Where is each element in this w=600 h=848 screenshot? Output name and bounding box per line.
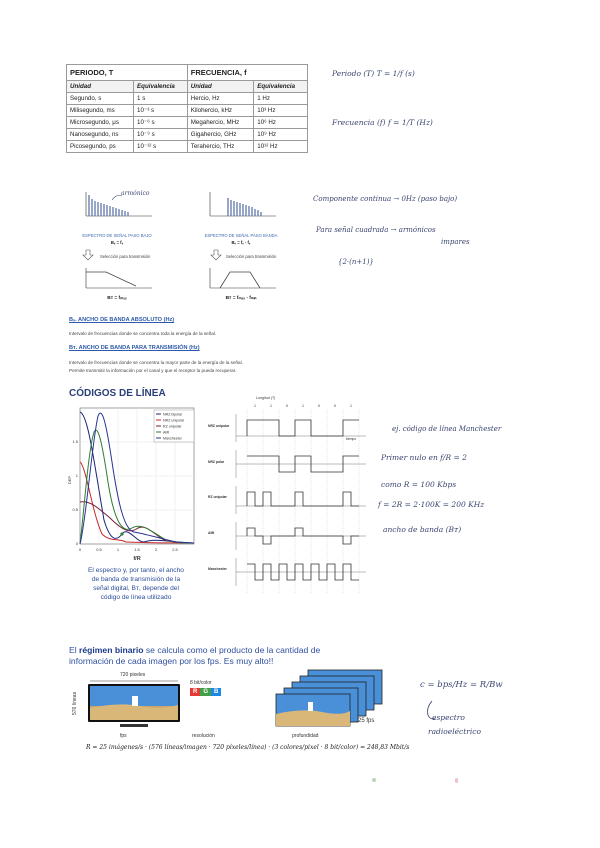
cell: 10⁹ Hz	[254, 129, 308, 141]
x-tick: 1	[116, 547, 120, 552]
wave-rz-unipolar	[247, 492, 359, 506]
wave-label: NRZ polar	[208, 460, 225, 464]
table-row	[67, 93, 308, 105]
eq-lowpass: Bₛ = fₛ	[110, 240, 124, 245]
y-tick: 0.5	[72, 507, 78, 512]
cell: Microsegundo, μs	[67, 117, 134, 129]
pix-width-label: 720 pixeles	[120, 672, 146, 678]
desc-line: código de línea utilizado	[100, 594, 172, 601]
bit: 0	[334, 404, 336, 408]
wave-label: AMI	[208, 531, 215, 535]
sub-header: Equivalencia	[254, 81, 308, 93]
wave-label: Manchester	[208, 567, 227, 571]
spectrum-diagram	[72, 190, 312, 305]
cell: Terahercio, THz	[187, 141, 253, 153]
x-tick: 0	[78, 547, 82, 552]
desc-line: El espectro y, por tanto, el ancho	[88, 567, 184, 574]
note-armonico: armónico	[121, 190, 150, 197]
fps-label: 25 fps	[358, 718, 375, 724]
legend-item: NRZ unipolar	[163, 418, 185, 423]
x-tick: 2.5	[172, 547, 178, 552]
caption-bandpass: ESPECTRO DE SEÑAL PASO BANDA	[204, 233, 278, 238]
bit: 1	[254, 404, 256, 408]
codigos-desc	[66, 566, 206, 602]
sub-header: Unidad	[67, 81, 134, 93]
regimen-text	[69, 645, 320, 667]
note-ecuacion: c = bps/Hz = R/Bw	[420, 680, 503, 690]
note-ancho: ancho de banda (Bᴛ)	[383, 525, 462, 534]
regimen-pre: El	[69, 645, 80, 655]
note-primer-nulo: Primer nulo en f/R = 2	[381, 453, 467, 462]
codigos-title: CÓDIGOS DE LÍNEA	[69, 388, 166, 399]
table-row	[67, 117, 308, 129]
cell: 1 Hz	[254, 93, 308, 105]
regimen-line2: información de cada imagen por los fps. Es muy alto!!	[69, 656, 274, 666]
note-formula-f: {2·(n+1)}	[338, 258, 374, 266]
sub-header: Unidad	[187, 81, 253, 93]
eq-bt2: Bᴛ = fₘₐₓ - fₘᵢₙ	[225, 296, 257, 301]
seleccion-1: Selección para transmisión	[100, 254, 151, 259]
x-tick: 1.5	[134, 547, 140, 552]
regimen-formula: R = 25 imágenes/s · (576 líneas/imagen · 720 píxeles/línea) · (3 colores/pixel · 8 bit/color) = 248,83 Mbit/s	[86, 744, 410, 751]
note-manchester: ej. código de línea Manchester	[392, 425, 502, 433]
bitcolor-label: 8 bit/color	[190, 680, 212, 686]
cell: Milisegundo, ms	[67, 105, 134, 117]
legend-item: NRZ bipolar	[163, 412, 183, 417]
bit: 0	[318, 404, 320, 408]
l-fps: fps	[120, 733, 127, 739]
tiempo-label: tiempo	[346, 437, 357, 441]
x-label: f/R	[133, 556, 141, 562]
wave-nrz-unipolar	[247, 420, 359, 436]
y-tick: 1	[75, 473, 78, 478]
table-row	[67, 141, 308, 153]
legend-item: AMI	[163, 430, 170, 435]
cell: Megahercio, MHz	[187, 117, 253, 129]
legend-item: RZ unipolar	[163, 424, 182, 429]
lowpass-filter	[86, 268, 152, 288]
eq-bt1: Bᴛ = fₘₐₓ	[107, 296, 127, 301]
bandpass-filter	[210, 268, 276, 288]
wave-label: NRZ unipolar	[208, 424, 230, 428]
l-prof: profundidad	[292, 733, 319, 739]
cell: Kilohercio, kHz	[187, 105, 253, 117]
cell: 10⁶ Hz	[254, 117, 308, 129]
bt-title: Bᴛ. ANCHO DE BANDA PARA TRANSMISIÓN (Hz)	[69, 345, 200, 351]
bit: 1	[302, 404, 304, 408]
cell: Gigahercio, GHz	[187, 129, 253, 141]
desc-line: de banda de transmisión de la	[91, 576, 181, 583]
bandpass-spectrum	[210, 192, 276, 216]
tv-image	[80, 678, 190, 728]
note-radio: radioeléctrico	[428, 727, 481, 736]
cell: 10¹² Hz	[254, 141, 308, 153]
note-calc: f = 2R = 2·100K = 200 KHz	[378, 500, 485, 509]
rgb-boxes	[190, 688, 221, 696]
regimen-bold: régimen binario	[79, 645, 144, 655]
bs-title: Bₛ. ANCHO DE BANDA ABSOLUTO (Hz)	[69, 317, 175, 323]
y-label: DEP	[67, 475, 72, 485]
table-row	[67, 129, 308, 141]
stray-mark	[372, 778, 376, 782]
regimen-line1	[69, 645, 320, 656]
bit: 0	[286, 404, 288, 408]
cell: 10⁻³ s	[134, 105, 188, 117]
table-row	[67, 105, 308, 117]
null-marker	[120, 532, 123, 535]
bit: 1	[350, 404, 352, 408]
psd-chart	[66, 402, 201, 562]
cell: Picosegundo, ps	[67, 141, 134, 153]
units-table	[66, 64, 308, 153]
y-tick: 0	[75, 541, 78, 546]
desc-line: señal digital, Bᴛ, depende del	[93, 585, 179, 592]
wave-label: RZ unipolar	[208, 495, 227, 499]
x-tick: 2	[154, 547, 158, 552]
bt-text2: Permite transmitir la información por el canal y que el receptor la pueda recuperar.	[69, 368, 237, 373]
r-box: R	[190, 688, 200, 696]
pix-height-label: 576 líneas	[72, 691, 78, 715]
periodo-header: PERIODO, T	[67, 65, 188, 81]
cell: 10⁻⁶ s	[134, 117, 188, 129]
cell: Segundo, s	[67, 93, 134, 105]
note-impares: impares	[441, 238, 470, 246]
b-box: B	[211, 688, 221, 696]
eq-bandpass: Bₛ = fₛ - fₛ	[231, 240, 251, 245]
cell: 10³ Hz	[254, 105, 308, 117]
legend-item: Manchester	[163, 436, 182, 441]
l-res: resolución	[192, 733, 215, 739]
cell: 10⁻¹² s	[134, 141, 188, 153]
sub-header: Equivalencia	[134, 81, 188, 93]
note-cuadrada: Para señal cuadrada → armónicos	[316, 226, 436, 234]
cell: Nanosegundo, ns	[67, 129, 134, 141]
stray-mark	[455, 778, 458, 783]
note-espectro: espectro	[432, 713, 465, 722]
caption-lowpass: ESPECTRO DE SEÑAL PASO BAJO	[82, 233, 152, 238]
bit: 1	[270, 404, 272, 408]
seleccion-2: Selección para transmisión	[226, 254, 277, 259]
note-frecuencia: Frecuencia (f) f = 1/T (Hz)	[332, 118, 433, 127]
regimen-post: se calcula como el producto de la cantidad de	[143, 645, 321, 655]
x-tick: 0.5	[96, 547, 102, 552]
bt-text1: Intervalo de frecuencias donde se concentra la mayor parte de la energía de la señal.	[69, 360, 243, 365]
line-code-waveforms	[206, 394, 376, 596]
bits-label: Longitud (T)	[256, 396, 276, 400]
note-periodo: Periodo (T) T = 1/f (s)	[332, 69, 415, 78]
bs-text: Intervalo de frecuencias donde se concentra toda la energía de la señal.	[69, 331, 217, 336]
note-componente: Componente continua → 0Hz (paso bajo)	[313, 195, 458, 203]
frecuencia-header: FRECUENCIA, f	[187, 65, 307, 81]
cell: 10⁻⁹ s	[134, 129, 188, 141]
cell: Hercio, Hz	[187, 93, 253, 105]
y-tick: 1.5	[72, 439, 78, 444]
g-box: G	[200, 688, 211, 696]
note-como: como R = 100 Kbps	[381, 480, 457, 489]
cell: 1 s	[134, 93, 188, 105]
